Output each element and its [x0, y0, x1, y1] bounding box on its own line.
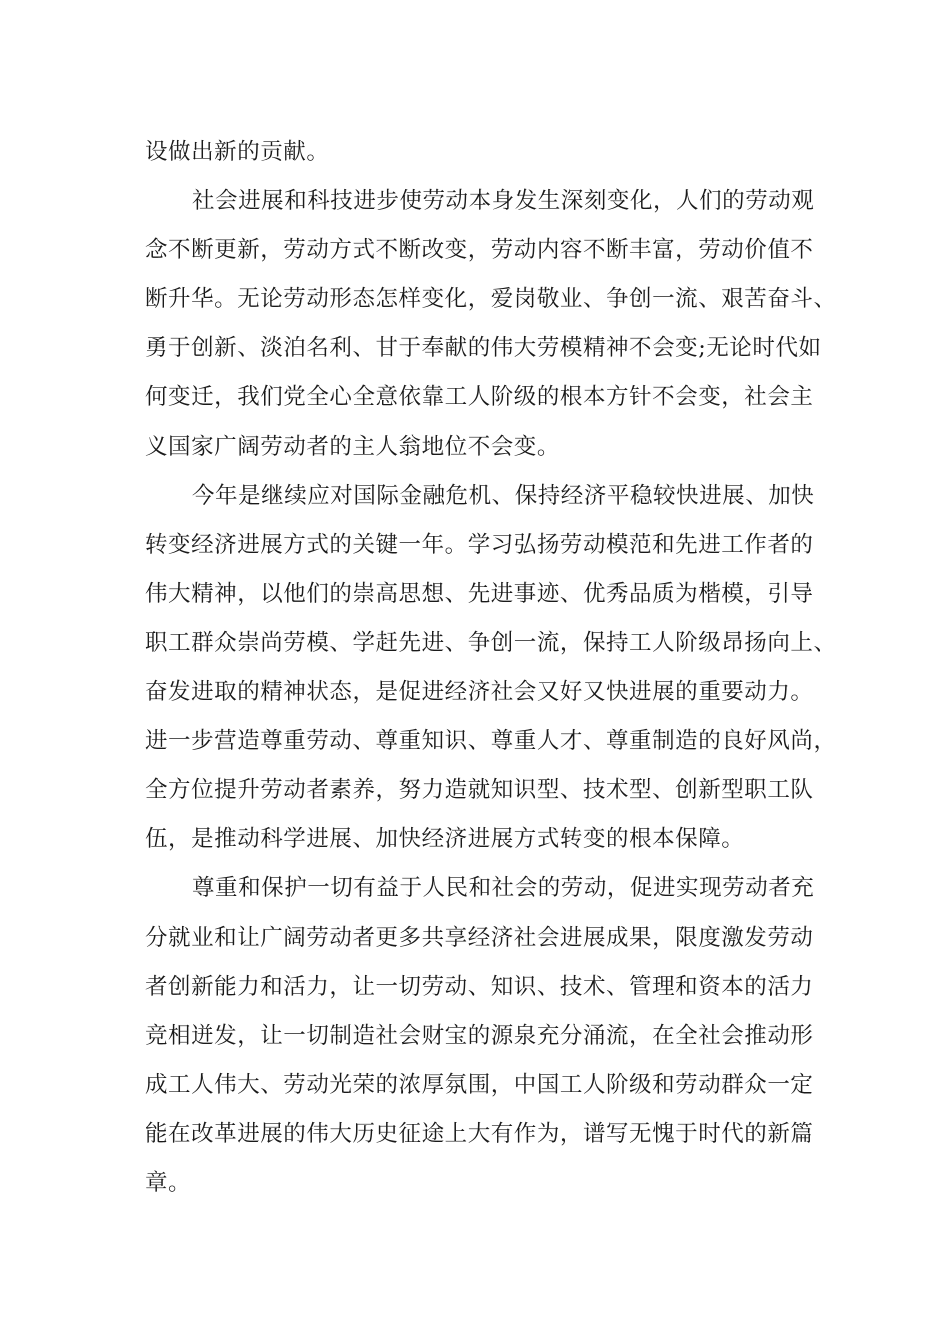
text-line: 转变经济进展方式的关键一年。学习弘扬劳动模范和先进工作者的	[145, 531, 814, 558]
text-line: 能在改革进展的伟大历史征途上大有作为，谱写无愧于时代的新篇	[145, 1120, 814, 1147]
text-line: 职工群众崇尚劳模、学赶先进、争创一流，保持工人阶级昂扬向上、	[145, 629, 837, 656]
text-line: 勇于创新、淡泊名利、甘于奉献的伟大劳模精神不会变;无论时代如	[145, 335, 822, 362]
text-line: 今年是继续应对国际金融危机、保持经济平稳较快进展、加快	[192, 482, 815, 509]
text-line: 伍，是推动科学进展、加快经济进展方式转变的根本保障。	[145, 826, 745, 853]
text-line: 尊重和保护一切有益于人民和社会的劳动，促进实现劳动者充	[192, 875, 815, 902]
text-line: 成工人伟大、劳动光荣的浓厚氛围，中国工人阶级和劳动群众一定	[145, 1071, 814, 1098]
text-line: 设做出新的贡献。	[145, 139, 330, 165]
text-line: 伟大精神，以他们的崇高思想、先进事迹、优秀品质为楷模，引导	[145, 580, 814, 607]
text-line: 进一步营造尊重劳动、尊重知识、尊重人才、尊重制造的良好风尚，	[145, 728, 837, 755]
text-line: 何变迁，我们党全心全意依靠工人阶级的根本方针不会变，社会主	[145, 384, 814, 411]
paragraph-1	[145, 128, 810, 177]
body-text	[145, 128, 837, 1208]
text-line: 奋发进取的精神状态，是促进经济社会又好又快进展的重要动力。	[145, 679, 814, 706]
text-line: 者创新能力和活力，让一切劳动、知识、技术、管理和资本的活力	[145, 973, 814, 1000]
text-line: 全方位提升劳动者素养，努力造就知识型、技术型、创新型职工队	[145, 777, 814, 804]
paragraph-4	[145, 864, 815, 1208]
text-line: 社会进展和科技进步使劳动本身发生深刻变化，人们的劳动观	[192, 188, 815, 215]
paragraph-2	[145, 177, 837, 472]
text-line: 义国家广阔劳动者的主人翁地位不会变。	[145, 433, 560, 460]
text-line: 竞相迸发，让一切制造社会财宝的源泉充分涌流，在全社会推动形	[145, 1022, 814, 1049]
paragraph-3	[145, 472, 837, 865]
text-line: 章。	[145, 1169, 192, 1196]
text-line: 分就业和让广阔劳动者更多共享经济社会进展成果，限度激发劳动	[145, 924, 814, 951]
text-line: 念不断更新，劳动方式不断改变，劳动内容不断丰富，劳动价值不	[145, 237, 814, 264]
text-line: 断升华。无论劳动形态怎样变化，爱岗敬业、争创一流、艰苦奋斗、	[145, 286, 837, 313]
